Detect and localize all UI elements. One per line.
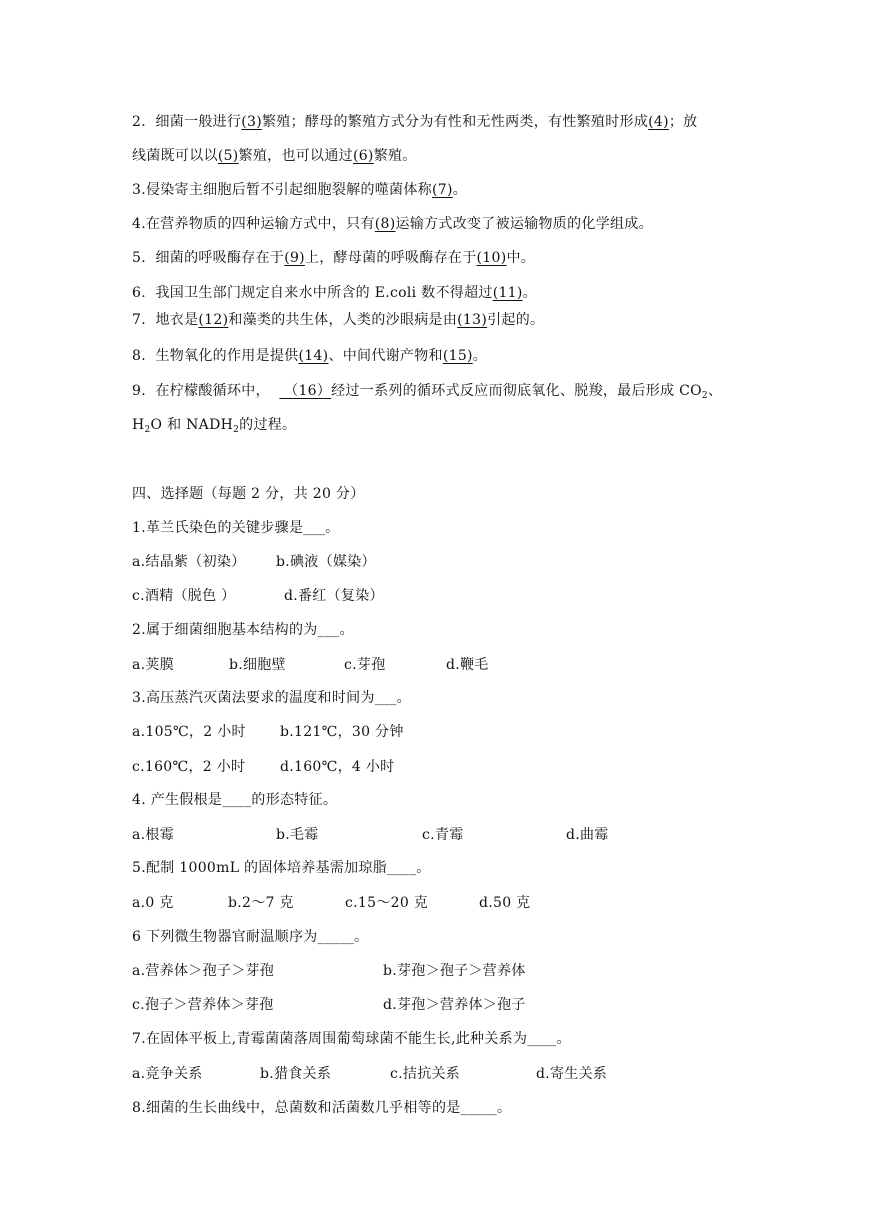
blank-5: (5)	[217, 148, 239, 164]
blank-16: （16）	[279, 383, 332, 399]
mc-q5-option-a: a.0 克	[132, 895, 174, 911]
mc-q6-option-d: d.芽孢＞营养体＞孢子	[383, 997, 526, 1013]
fill-q9-line2: $H_2O$ 和 $NADH_2$的过程。	[132, 417, 297, 435]
blank-8: (8)	[374, 216, 396, 232]
mc-q7-option-c: c.拮抗关系	[390, 1066, 461, 1082]
mc-q7-option-a: a.竞争关系	[132, 1066, 203, 1082]
mc-q6-option-a: a.营养体＞孢子＞芽孢	[132, 963, 275, 979]
blank-7: (7)	[431, 182, 453, 198]
mc-q3-stem: 3.高压蒸汽灭菌法要求的温度和时间为___。	[132, 690, 411, 706]
blank-10: (10)	[476, 250, 507, 266]
mc-q7-stem: 7.在固体平板上,青霉菌菌落周围葡萄球菌不能生长,此种关系为____。	[132, 1031, 571, 1047]
mc-q3-option-c: c.160℃，2 小时	[132, 759, 246, 775]
blank-15: (15)	[442, 348, 473, 364]
blank-11: (11)	[492, 285, 523, 301]
mc-q7-option-d: d.寄生关系	[536, 1066, 608, 1082]
mc-q2-option-b: b.细胞壁	[229, 657, 286, 673]
mc-q8-stem: 8.细菌的生长曲线中，总菌数和活菌数几乎相等的是_____。	[132, 1100, 512, 1116]
blank-3: (3)	[241, 114, 263, 130]
fill-q5: 5. 细菌的呼吸酶存在于(9)上，酵母菌的呼吸酶存在于(10)中。	[132, 250, 536, 266]
mc-q1-option-b: b.碘液（媒染）	[276, 554, 376, 570]
mc-q4-option-c: c.青霉	[422, 827, 464, 843]
section4-title: 四、选择题（每题 2 分，共 20 分）	[132, 486, 365, 502]
fill-q3: 3.侵染寄主细胞后暂不引起细胞裂解的噬菌体称(7)。	[132, 182, 468, 198]
mc-q3-option-d: d.160℃，4 小时	[280, 759, 395, 775]
mc-q2-option-c: c.芽孢	[344, 657, 386, 673]
mc-q2-option-a: a.荚膜	[132, 657, 174, 673]
fill-q8: 8. 生物氧化的作用是提供(14)、中间代谢产物和(15)。	[132, 348, 488, 364]
mc-q5-option-c: c.15～20 克	[345, 895, 429, 911]
mc-q2-option-d: d.鞭毛	[446, 657, 489, 673]
blank-13: (13)	[457, 312, 488, 328]
blank-12: (12)	[198, 312, 229, 328]
blank-9: (9)	[284, 250, 305, 266]
mc-q5-option-d: d.50 克	[479, 895, 531, 911]
mc-q4-option-a: a.根霉	[132, 827, 174, 843]
mc-q4-option-b: b.毛霉	[276, 827, 319, 843]
mc-q6-stem: 6 下列微生物器官耐温顺序为_____。	[132, 929, 369, 945]
fill-q9-line1: 9. 在柠檬酸循环中， （16）经过一系列的循环式反应而彻底氧化、脱羧，最后形成 $CO_2$、	[132, 383, 723, 401]
blank-14: (14)	[298, 348, 329, 364]
blank-6: (6)	[352, 148, 374, 164]
fill-q2-line2: 线菌既可以以(5)繁殖，也可以通过(6)繁殖。	[132, 148, 417, 164]
mc-q3-option-b: b.121℃，30 分钟	[280, 724, 404, 740]
mc-q3-option-a: a.105℃，2 小时	[132, 724, 246, 740]
mc-q4-stem: 4. 产生假根是____的形态特征。	[132, 792, 338, 808]
mc-q1-option-c: c.酒精（脱色 ）	[132, 588, 236, 604]
mc-q6-option-b: b.芽孢＞孢子＞营养体	[383, 963, 526, 979]
mc-q7-option-b: b.猎食关系	[260, 1066, 332, 1082]
fill-q7: 7. 地衣是(12)和藻类的共生体，人类的沙眼病是由(13)引起的。	[132, 312, 545, 328]
fill-q2-line1: 2. 细菌一般进行(3)繁殖；酵母的繁殖方式分为有性和无性两类，有性繁殖时形成(4)；放	[132, 114, 698, 130]
blank-4: (4)	[648, 114, 669, 130]
mc-q1-stem: 1.革兰氏染色的关键步骤是___。	[132, 520, 340, 536]
mc-q6-option-c: c.孢子＞营养体＞芽孢	[132, 997, 274, 1013]
mc-q4-option-d: d.曲霉	[566, 827, 609, 843]
mc-q2-stem: 2.属于细菌细胞基本结构的为___。	[132, 622, 354, 638]
mc-q1-option-a: a.结晶紫（初染）	[132, 554, 246, 570]
mc-q5-stem: 5.配制 1000mL 的固体培养基需加琼脂____。	[132, 860, 431, 876]
fill-q4: 4.在营养物质的四种运输方式中，只有(8)运输方式改变了被运输物质的化学组成。	[132, 216, 653, 232]
fill-q6: 6. 我国卫生部门规定自来水中所含的 E.coli 数不得超过(11)。	[132, 285, 537, 301]
mc-q1-option-d: d.番红（复染）	[284, 588, 384, 604]
mc-q5-option-b: b.2～7 克	[228, 895, 294, 911]
